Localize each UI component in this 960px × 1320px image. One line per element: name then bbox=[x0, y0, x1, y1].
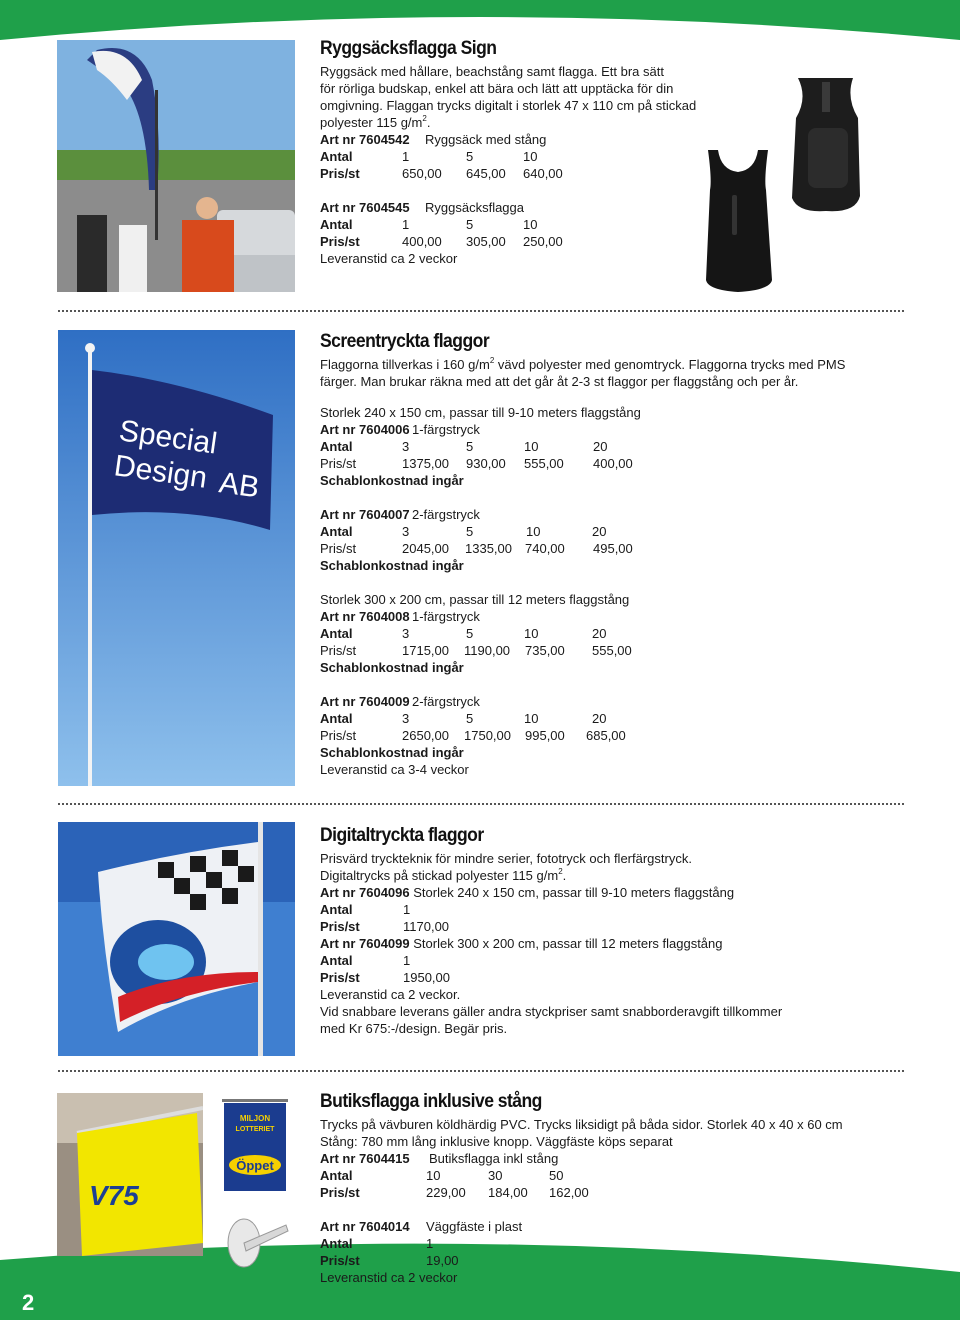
price-row: Pris/st 650,00 645,00 640,00 bbox=[320, 166, 563, 181]
quantity-row: Antal 1 bbox=[320, 1236, 434, 1251]
wall-bracket-image bbox=[224, 1215, 290, 1270]
price-row: Pris/st 1375,00 930,00 555,00 400,00 bbox=[320, 456, 633, 471]
backpack-back-image bbox=[788, 78, 863, 213]
section-title: Butiksflagga inklusive stång bbox=[320, 1090, 542, 1112]
quantity-row: Antal 1 5 10 bbox=[320, 217, 538, 232]
price-row: Pris/st 1715,00 1190,00 735,00 555,00 bbox=[320, 643, 632, 658]
description-line: Prisvärd trycktekniк för mindre serier, fototryck och flerfärgstryck. bbox=[320, 851, 692, 866]
lead-time: Leveranstid ca 2 veckor bbox=[320, 1270, 458, 1285]
note-line: Vid snabbare leverans gäller andra styckpriser samt snabborderavgift tillkommer bbox=[320, 1004, 783, 1019]
article-row: Art nr 7604415 Butiksflagga inkl stång bbox=[320, 1151, 559, 1166]
lead-time: Leveranstid ca 2 veckor. bbox=[320, 987, 461, 1002]
description-line: omgivning. Flaggan trycks digitalt i storlek 47 x 110 cm på stickad bbox=[320, 98, 697, 113]
quantity-row: Antal 10 30 50 bbox=[320, 1168, 564, 1183]
section-title: Screentryckta flaggor bbox=[320, 330, 490, 352]
flag-text: LOTTERIET bbox=[235, 1126, 275, 1133]
price-row: Pris/st 19,00 bbox=[320, 1253, 459, 1268]
description-line: Digitaltrycks på stickad polyester 115 $g/m^2$. bbox=[320, 867, 567, 883]
section-shop-flag bbox=[320, 1090, 880, 1286]
section-divider bbox=[58, 1070, 904, 1072]
article-row: Art nr 7604014 Väggfäste i plast bbox=[320, 1219, 523, 1234]
quantity-row: Antal 3 5 10 20 bbox=[320, 524, 607, 539]
price-row: Pris/st 229,00 184,00 162,00 bbox=[320, 1185, 589, 1200]
section-divider bbox=[58, 803, 904, 805]
screen-printed-flag-photo bbox=[58, 330, 295, 786]
flag-text: Special bbox=[117, 414, 220, 461]
quantity-row: Antal 1 5 10 bbox=[320, 149, 538, 164]
quantity-row: Antal 3 5 10 20 bbox=[320, 439, 608, 454]
quantity-row: Antal 1 bbox=[320, 902, 411, 917]
flag-text: Öppet bbox=[236, 1158, 274, 1173]
stencil-cost-note: Schablonkostnad ingår bbox=[320, 473, 464, 488]
section-digital-printed-flags bbox=[320, 824, 880, 1037]
article-row: Art nr 7604009 2-färgstryck bbox=[320, 694, 480, 709]
flag-text: AB bbox=[217, 466, 262, 505]
description-line: polyester 115 $g/m^2$. bbox=[320, 114, 431, 130]
note-line: med Kr 675:-/design. Begär pris. bbox=[320, 1021, 508, 1036]
article-row: Art nr 7604007 2-färgstryck bbox=[320, 507, 480, 522]
price-row: Pris/st 1170,00 bbox=[320, 919, 450, 934]
article-row: Art nr 7604545 Ryggsäcksflagga bbox=[320, 200, 524, 215]
shop-flag-lottery-image bbox=[222, 1093, 288, 1193]
flag-text: V75 bbox=[89, 1180, 139, 1211]
description-line: Trycks på vävburen köldhärdig PVC. Trycks liksidigt på båda sidor. Storlek 40 x 40 x 60 cm bbox=[320, 1117, 843, 1132]
article-row: Art nr 7604542 Ryggsäck med stång bbox=[320, 132, 547, 147]
article-line: Art nr 7604099 Storlek 300 x 200 cm, passar till 12 meters flaggstång bbox=[320, 936, 723, 951]
quantity-row: Antal 1 bbox=[320, 953, 411, 968]
size-line: Storlek 240 x 150 cm, passar till 9-10 meters flaggstång bbox=[320, 405, 641, 420]
description-line: färger. Man brukar räkna med att det går åt 2-3 st flaggor per flaggstång och per år. bbox=[320, 374, 799, 389]
section-title: Ryggsäcksflagga Sign bbox=[320, 37, 497, 59]
description-line: Stång: 780 mm lång inklusive knopp. Väggfäste köps separat bbox=[320, 1134, 673, 1149]
digital-printed-flag-photo bbox=[58, 822, 295, 1056]
backpack-flag-photo bbox=[57, 40, 295, 292]
section-title: Digitaltryckta flaggor bbox=[320, 824, 484, 846]
stencil-cost-note: Schablonkostnad ingår bbox=[320, 558, 464, 573]
flag-text: MILJON bbox=[239, 1114, 271, 1123]
section-screen-printed-flags bbox=[320, 330, 880, 778]
article-line: Art nr 7604096 Storlek 240 x 150 cm, passar till 9-10 meters flaggstång bbox=[320, 885, 735, 900]
price-row: Pris/st 1950,00 bbox=[320, 970, 450, 985]
shop-flag-v75-photo bbox=[57, 1093, 203, 1256]
price-row: Pris/st 2045,00 1335,00 740,00 495,00 bbox=[320, 541, 633, 556]
size-line: Storlek 300 x 200 cm, passar till 12 meters flaggstång bbox=[320, 592, 630, 607]
page-number: 2 bbox=[22, 1290, 35, 1315]
backpack-image bbox=[700, 150, 776, 292]
stencil-cost-note: Schablonkostnad ingår bbox=[320, 660, 464, 675]
lead-time: Leveranstid ca 3-4 veckor bbox=[320, 762, 469, 777]
section-divider bbox=[58, 310, 904, 312]
article-row: Art nr 7604008 1-färgstryck bbox=[320, 609, 480, 624]
article-row: Art nr 7604006 1-färgstryck bbox=[320, 422, 480, 437]
lead-time: Leveranstid ca 2 veckor bbox=[320, 251, 458, 266]
flag-text: Design bbox=[112, 449, 210, 495]
price-row: Pris/st 400,00 305,00 250,00 bbox=[320, 234, 563, 249]
description-line: Flaggorna tillverkas i 160 $g/m^2$ vävd polyester med genomtryck. Flaggorna trycks med PMS bbox=[320, 356, 846, 372]
price-row: Pris/st 2650,00 1750,00 995,00 685,00 bbox=[320, 728, 626, 743]
quantity-row: Antal 3 5 10 20 bbox=[320, 626, 607, 641]
description-line: för rörliga budskap, enkel att bära och lätt att upptäcka för din bbox=[320, 81, 674, 96]
stencil-cost-note: Schablonkostnad ingår bbox=[320, 745, 464, 760]
quantity-row: Antal 3 5 10 20 bbox=[320, 711, 607, 726]
top-green-band bbox=[0, 0, 960, 40]
description-line: Ryggsäck med hållare, beachstång samt flagga. Ett bra sätt bbox=[320, 64, 664, 79]
